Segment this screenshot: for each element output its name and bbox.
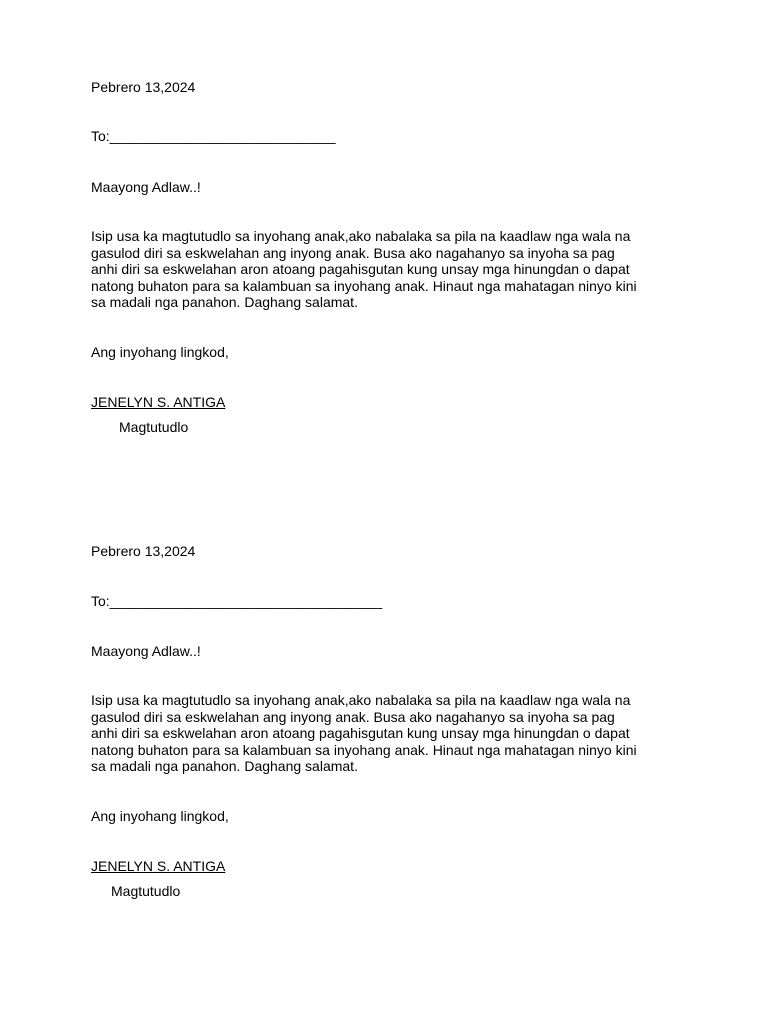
letter-date: Pebrero 13,2024 [91,543,196,559]
greeting: Maayong Adlaw..! [91,179,201,195]
body-line: Isip usa ka magtutudlo sa inyohang anak,ako nabalaka sa pila na kaadlaw nga wala na [91,228,631,244]
signatory-title: Magtutudlo [119,419,189,435]
recipient-line: To:___________________________________ [91,593,383,609]
body-line: natong buhaton para sa kalambuan sa inyohang anak. Hinaut nga mahatagan ninyo kini [91,741,637,758]
body-line: Isip usa ka magtutudlo sa inyohang anak,ako nabalaka sa pila na kaadlaw nga wala na [91,692,631,708]
letter-body [91,692,691,775]
closing: Ang inyohang lingkod, [91,808,229,824]
body-line: gasulod diri sa eskwelahan ang inyong anak. Busa ako nagahanyo sa inyoha sa pag [91,244,615,261]
signatory-name: JENELYN S. ANTIGA [91,394,226,410]
body-line: gasulod diri sa eskwelahan ang inyong anak. Busa ako nagahanyo sa inyoha sa pag [91,708,615,725]
signatory-name: JENELYN S. ANTIGA [91,858,226,874]
letter-body [91,228,691,311]
greeting: Maayong Adlaw..! [91,643,201,659]
letter-date: Pebrero 13,2024 [91,79,196,95]
recipient-line: To:_____________________________ [91,128,336,144]
body-line: anhi diri sa eskwelahan aron atoang pagahisgutan kung unsay mga hinungdan o dapat [91,725,630,741]
signatory-title: Magtutudlo [111,883,181,899]
body-line: sa madali nga panahon. Daghang salamat. [91,758,358,774]
body-line: anhi diri sa eskwelahan aron atoang pagahisgutan kung unsay mga hinungdan o dapat [91,261,630,277]
body-line: natong buhaton para sa kalambuan sa inyohang anak. Hinaut nga mahatagan ninyo kini [91,277,637,294]
body-line: sa madali nga panahon. Daghang salamat. [91,294,358,310]
closing: Ang inyohang lingkod, [91,344,229,360]
